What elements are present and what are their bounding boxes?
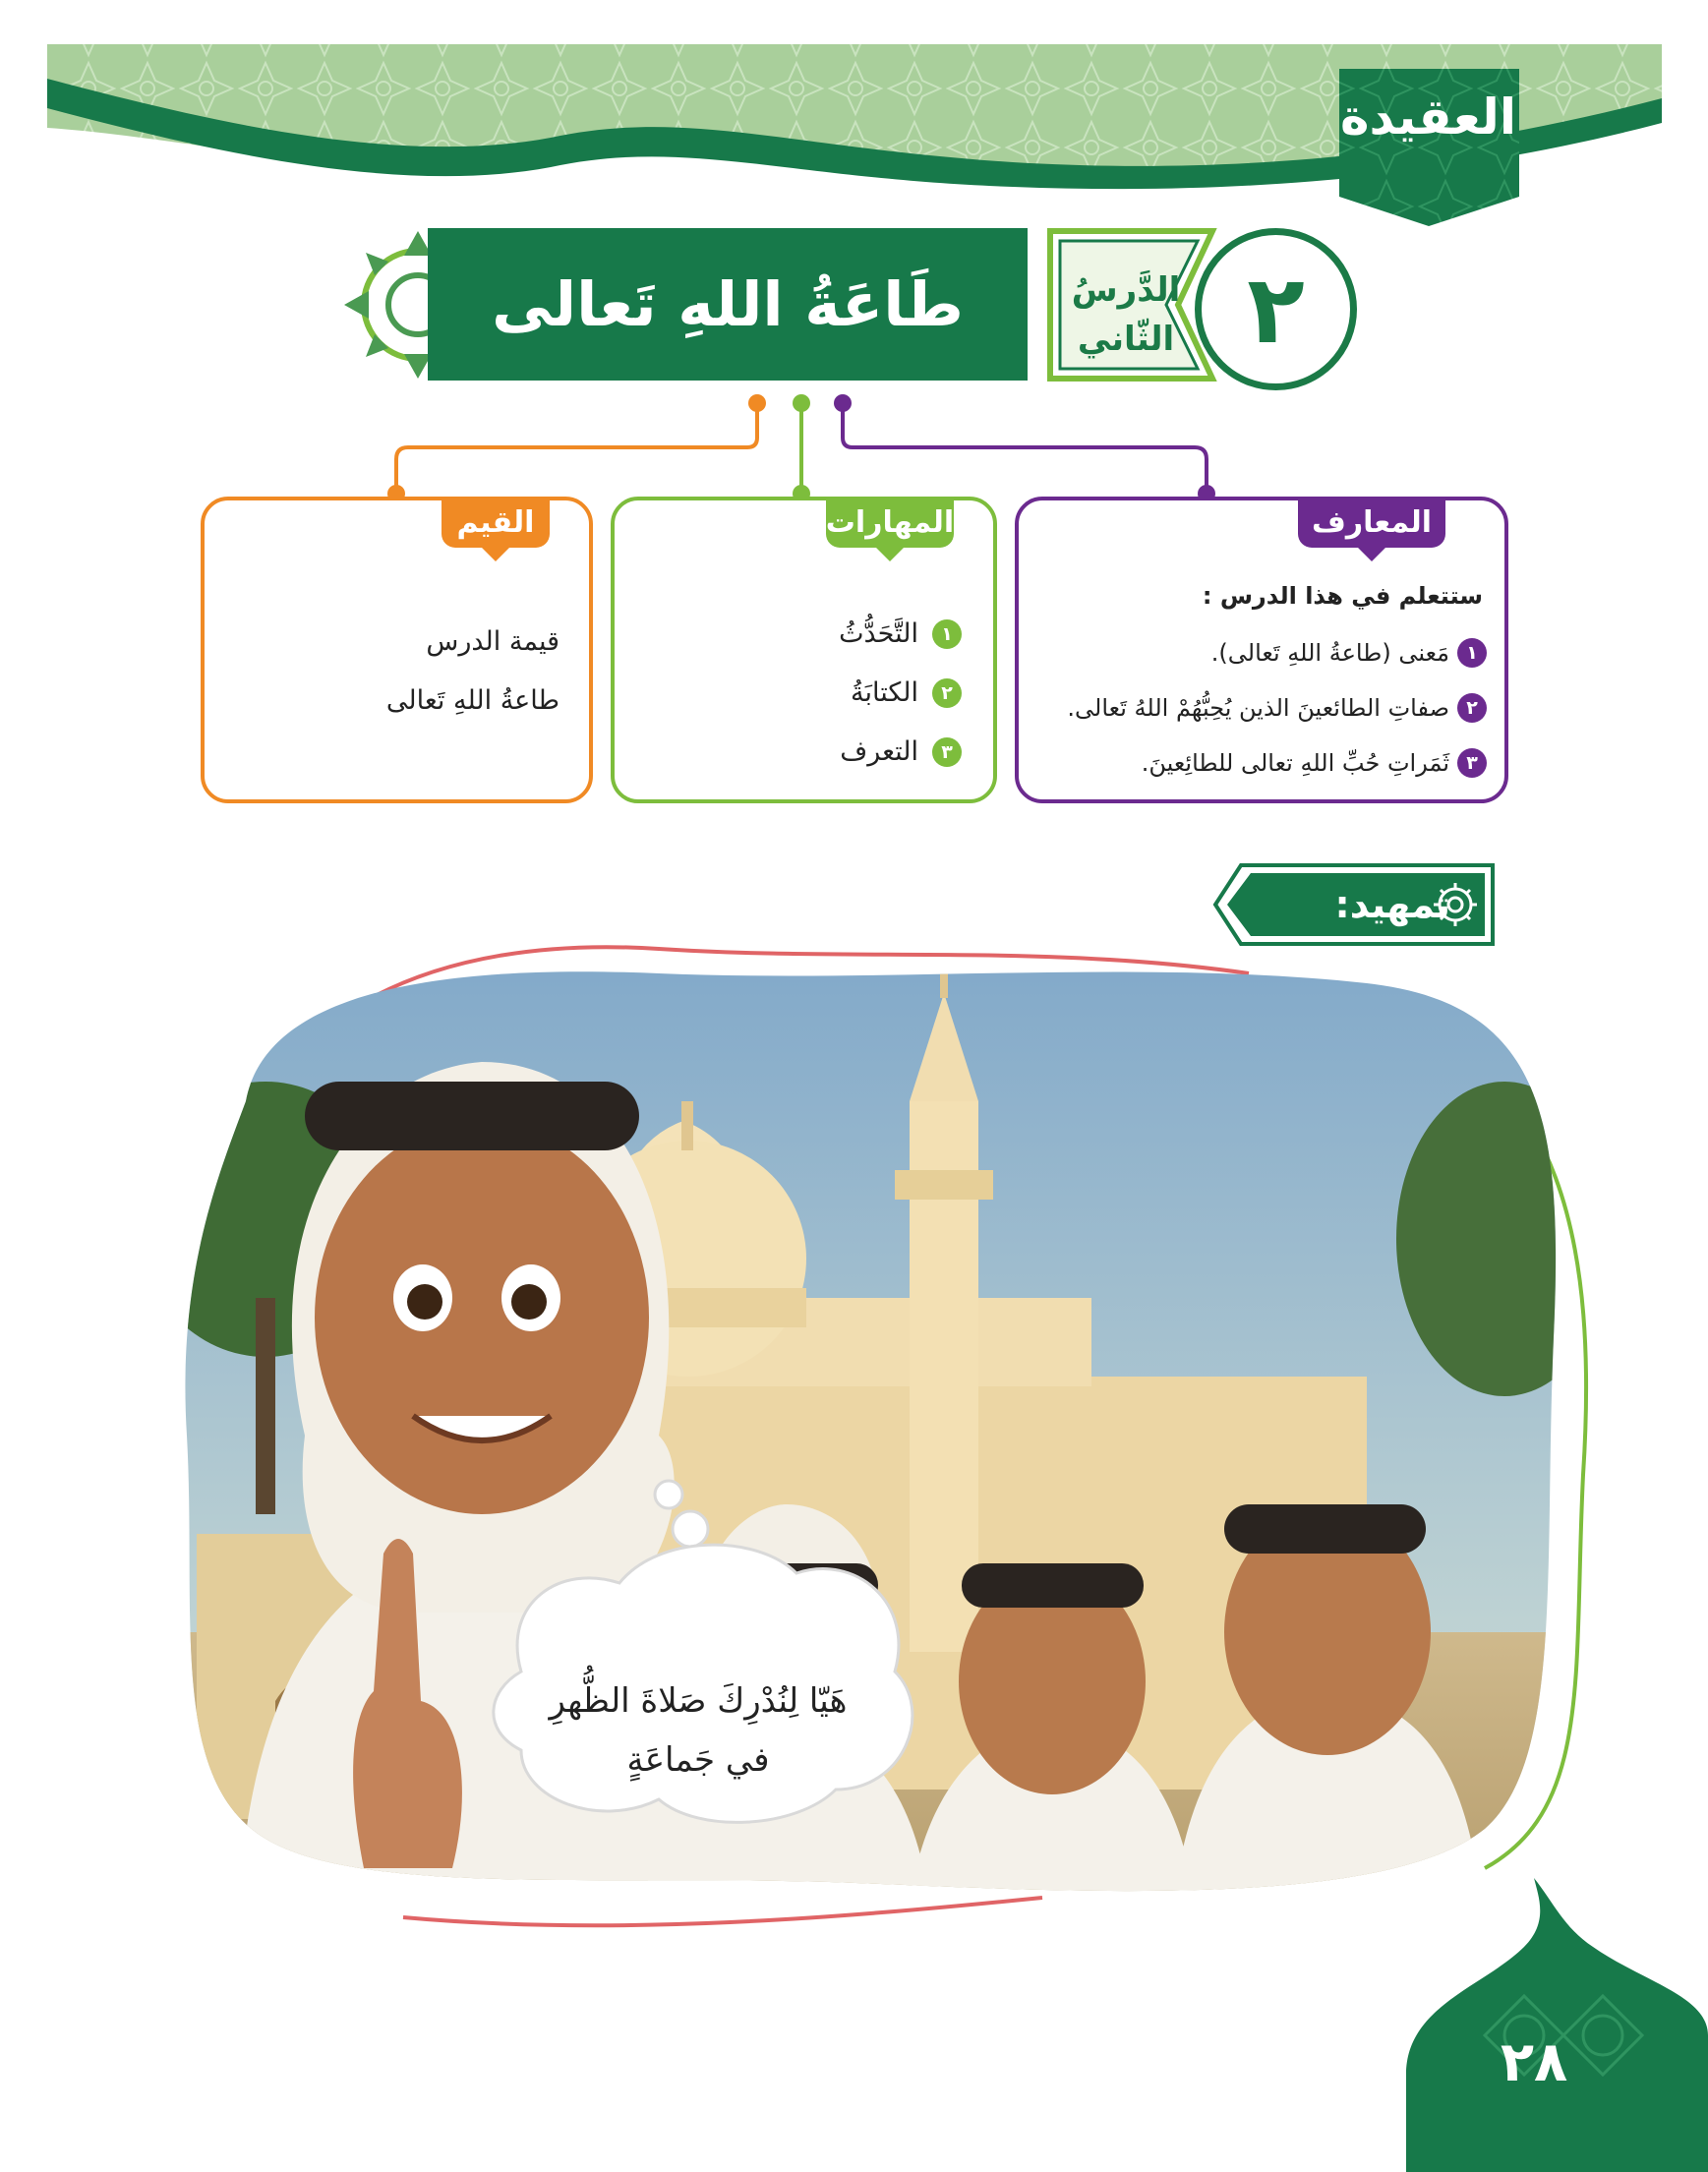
- knowledge-intro: ستتعلم في هذا الدرس :: [1202, 582, 1483, 610]
- intro-title-text: تمهيد:: [1334, 883, 1450, 926]
- item-number-badge: ٣: [932, 737, 962, 767]
- skill-item-text: التعرف: [840, 736, 918, 767]
- subject-tab: [1337, 69, 1519, 216]
- page-corner-decoration: [1367, 1878, 1708, 2172]
- knowledge-item-text: ثَمَراتِ حُبِّ اللهِ تعالى للطائِعينَ.: [1141, 749, 1449, 777]
- lesson-number-badge: [1195, 228, 1357, 390]
- lesson-title-bar: [428, 228, 1028, 381]
- speech-line1: هَيّا لِنُدْرِكَ صَلاةَ الظُّهرِ: [549, 1681, 848, 1721]
- page-number: ٢٨: [1500, 2030, 1568, 2094]
- skill-item: [839, 618, 962, 649]
- speech-line2: في جَماعَةٍ: [626, 1740, 770, 1780]
- skill-item-text: التَّحَدُّثُ: [839, 618, 918, 649]
- lesson-tag: [1052, 246, 1200, 383]
- lesson-tag-line1: الدَّرسُ: [1071, 270, 1181, 310]
- lesson-tag-line2: الثّاني: [1077, 320, 1175, 359]
- lesson-title: طَاعَةُ اللهِ تَعالى: [492, 268, 964, 340]
- values-label: القيم: [442, 497, 550, 548]
- subject-label: العقيدة: [1340, 88, 1516, 146]
- knowledge-box: [1015, 497, 1508, 803]
- item-number-badge: ١: [932, 619, 962, 649]
- item-number-badge: ٢: [932, 678, 962, 708]
- skill-item-text: الكتابَةُ: [850, 677, 918, 708]
- values-line: طاعةُ اللهِ تَعالى: [385, 685, 560, 716]
- lesson-number: ٢: [1247, 254, 1305, 365]
- item-number-badge: ٣: [1457, 748, 1487, 778]
- skill-item: [851, 677, 962, 708]
- knowledge-item: [1067, 693, 1487, 723]
- knowledge-item-text: مَعنى (طاعةُ اللهِ تَعالى).: [1210, 639, 1449, 667]
- knowledge-item: [1211, 638, 1487, 668]
- skills-box: [611, 497, 997, 803]
- item-number-badge: ١: [1457, 638, 1487, 668]
- knowledge-item-text: صفاتِ الطائعينَ الذين يُحِبُّهُمْ اللهُ تَعالى.: [1067, 694, 1449, 722]
- values-line: قيمة الدرس: [426, 626, 560, 657]
- skills-label: المهارات: [826, 497, 954, 548]
- skill-item: [840, 736, 962, 767]
- values-box: [201, 497, 593, 803]
- item-number-badge: ٢: [1457, 693, 1487, 723]
- speech-bubble: [511, 1672, 885, 1819]
- knowledge-item: [1142, 748, 1487, 778]
- knowledge-label: المعارف: [1298, 497, 1445, 548]
